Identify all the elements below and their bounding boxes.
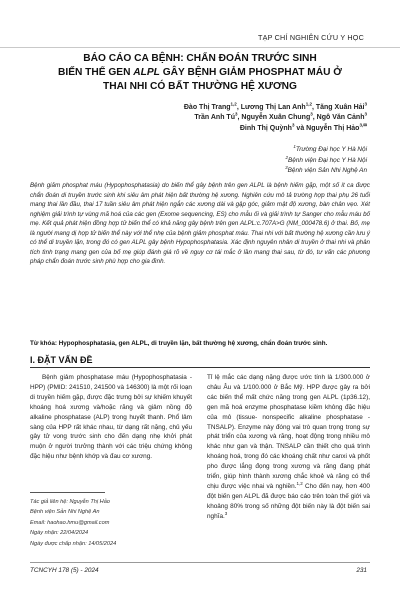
- envelope-icon: ✉: [363, 122, 367, 128]
- title-line-1: BÁO CÁO CA BỆNH: CHẨN ĐOÁN TRƯỚC SINH: [83, 53, 317, 64]
- author-name: Trần Anh Tú: [194, 114, 235, 122]
- title-line-3: THAI NHI CÓ BẤT THƯỜNG HỆ XƯƠNG: [103, 81, 297, 93]
- affiliation-sup: 1: [293, 143, 296, 149]
- citation-sup: 1,2: [296, 480, 303, 486]
- author-name: , Ngô Văn Cảnh: [312, 114, 365, 122]
- affiliation-item: [67, 156, 367, 167]
- author-affil-sup: [359, 122, 367, 127]
- keywords: Từ khóa: Hypophosphatasia, gen ALPL, di truyền lặn, bất thường hệ xương, chẩn đoán trước sinh.: [30, 340, 328, 347]
- section-divider: [30, 367, 370, 368]
- author-affil-sup: 3: [234, 112, 238, 118]
- article-title: [30, 52, 370, 95]
- section-heading: I. ĐẶT VẤN ĐỀ: [30, 355, 93, 365]
- author-name: , Tăng Xuân Hải: [311, 104, 365, 111]
- correspondence-notes: [30, 497, 195, 549]
- body-paragraph: Bệnh giảm phosphatase máu (Hypophosphatasia - HPP) (PMID: 241510, 241500 và 146300) là một rối loạn di truyền hiếm gặp, được đặc trưng bởi sự khiếm khuyết khoáng hoá xương và/hoặc răng và giảm nồng độ alkaline phosphatase (ALP) trong huyết thanh. Phổ lâm sàng của HPP rất khác nhau, từ dạng rất nặng, chủ yếu gây tử vong trước sinh cho đến dạng nhẹ khởi phát muộn ở người trưởng thành với các triệu chứng không đặc hiệu như bệnh khớp và đau cơ xương.: [30, 374, 192, 461]
- journal-name: TẠP CHÍ NGHIÊN CỨU Y HỌC: [258, 33, 364, 42]
- accepted-date: Ngày được chấp nhận: 14/05/2024: [30, 540, 117, 547]
- affiliation-list: [67, 145, 367, 177]
- corresponding-org: Bệnh viện Sản Nhi Nghệ An: [30, 509, 100, 516]
- body-column-left: [30, 373, 192, 462]
- author-name: , Lương Thị Lan Anh: [236, 104, 306, 111]
- footer-divider: [30, 562, 370, 563]
- footer-journal-issue: TCNCYH 178 (5) - 2024: [30, 567, 99, 574]
- received-date: Ngày nhận: 22/04/2024: [30, 530, 89, 537]
- affiliation-item: [67, 166, 367, 177]
- author-line-2: [67, 113, 367, 123]
- affiliation-text: Trường Đại học Y Hà Nội: [295, 146, 367, 153]
- author-affil-sup-number: 3,: [359, 122, 364, 128]
- author-affil-sup: 3: [364, 112, 367, 118]
- affiliation-sup: 3: [285, 165, 288, 171]
- footnote-divider: [30, 492, 105, 493]
- corresponding-email[interactable]: Email: haohao.hmu@gmail.com: [30, 519, 110, 526]
- body-text: Tỉ lệ mắc các dạng nặng được ước tính là 1/300.000 ở châu Âu và 1/100.000 ở Bắc Mỹ. HPP được gây ra bởi các biến thể mất chức năng trong gen ALPL (1p36.12), gen mã hoá enzyme phosphatase kiềm không đặc hiệu của mô (tissue- nonspecific alkaline phosphatase - TNSALP). Enzyme này đóng vai trò quan trọng trong sự phát triển của xương và răng, hoạt động trong nhiều mô khác như gan và thận. TNSALP cần thiết cho quá trình khoáng hoá, trong đó các khoáng chất như canxi và phốt pho được lắng đọng trong xương và răng đang phát triển, giúp hình thành xương chắc khoẻ và răng có thể chịu được việc nhai và nghiền.: [207, 374, 370, 490]
- author-list: [67, 103, 367, 134]
- body-text: Cho đến nay, hơn 400 đột biến gen ALPL đã được báo cáo trên toàn thế giới và khoảng 80% trong số những đột biến này là đột biến sai nghĩa.: [207, 482, 370, 520]
- author-name: , Nguyễn Xuân Chung: [237, 114, 311, 122]
- journal-header-band: [0, 0, 400, 48]
- title-line-2-post: GÂY BỆNH GIẢM PHOSPHAT MÁU Ở: [159, 67, 342, 79]
- author-affil-sup: 3: [291, 122, 295, 128]
- author-affil-sup: 3: [364, 101, 367, 107]
- body-column-right: [207, 373, 370, 522]
- author-line-1: [67, 103, 367, 113]
- affiliation-text: Bệnh viện Sản Nhi Nghệ An: [287, 167, 367, 175]
- title-line-2-pre: BIẾN THỂ GEN: [58, 67, 134, 79]
- author-affil-sup: 1,2: [230, 101, 237, 107]
- author-affil-sup: 3: [310, 112, 313, 118]
- author-name: và Nguyễn Thị Hảo: [294, 124, 360, 132]
- author-line-3: [67, 124, 367, 134]
- affiliation-text: Bệnh viện Đại học Y Hà Nội: [288, 156, 367, 164]
- body-paragraph: [207, 373, 370, 522]
- page-number: 231: [356, 567, 367, 574]
- corresponding-author: Tác giả liên hệ: Nguyễn Thị Hảo: [30, 499, 110, 505]
- author-affil-sup: 1,2: [305, 101, 312, 107]
- title-gene-name: ALPL: [133, 67, 160, 79]
- affiliation-item: [67, 145, 367, 156]
- citation-sup: 3: [224, 510, 228, 516]
- author-name: Đinh Thị Quỳnh: [239, 124, 292, 132]
- affiliation-sup: 2: [285, 154, 289, 160]
- title-line-2: [30, 66, 370, 80]
- abstract-text: Bệnh giảm phosphat máu (Hypophosphatasia) do biến thể gây bệnh trên gen ALPL là bệnh hiếm gặp, một số ít ca được chẩn đoán di truyền trước sinh khi siêu âm phát hiện bất thường hệ xương. Nghiên cứu mô tả trường hợp thai phụ 26 tuổi mang thai lần đầu, thai 17 tuần siêu âm phát hiện ngắn các xương dài và gập góc, giảm mật độ xương, bàn chân vẹo. Xét nghiệm giải trình tự vùng mã hoá của các gen (Exome sequencing, ES) cho mẫu ối và giải trình tự Sanger cho mẫu máu bố mẹ. Kết quả phát hiện đồng hợp tử biến thể có khả năng gây bệnh trên gen ALPL:c.707A>G (NM_000478.6) ở thai. Bố, mẹ là người mang dị hợp tử biến thể này với thể nhẹ của bệnh giảm phosphat máu. Thai nhi với bất thường hệ xương cần lưu ý có thể di truyền lặn, trong đó có gen ALPL gây bệnh Hypophosphatasia. Xác định nguyên nhân di truyền ở thai nhi và phân tích tình trạng mang gen của bố mẹ giúp đánh giá rõ về nguy cơ tái mắc ở lần mang thai sau, từ đó, tư vấn các phương pháp chẩn đoán trước sinh phù hợp cho gia đình.: [30, 182, 370, 266]
- author-name: Đào Thị Trang: [183, 104, 231, 111]
